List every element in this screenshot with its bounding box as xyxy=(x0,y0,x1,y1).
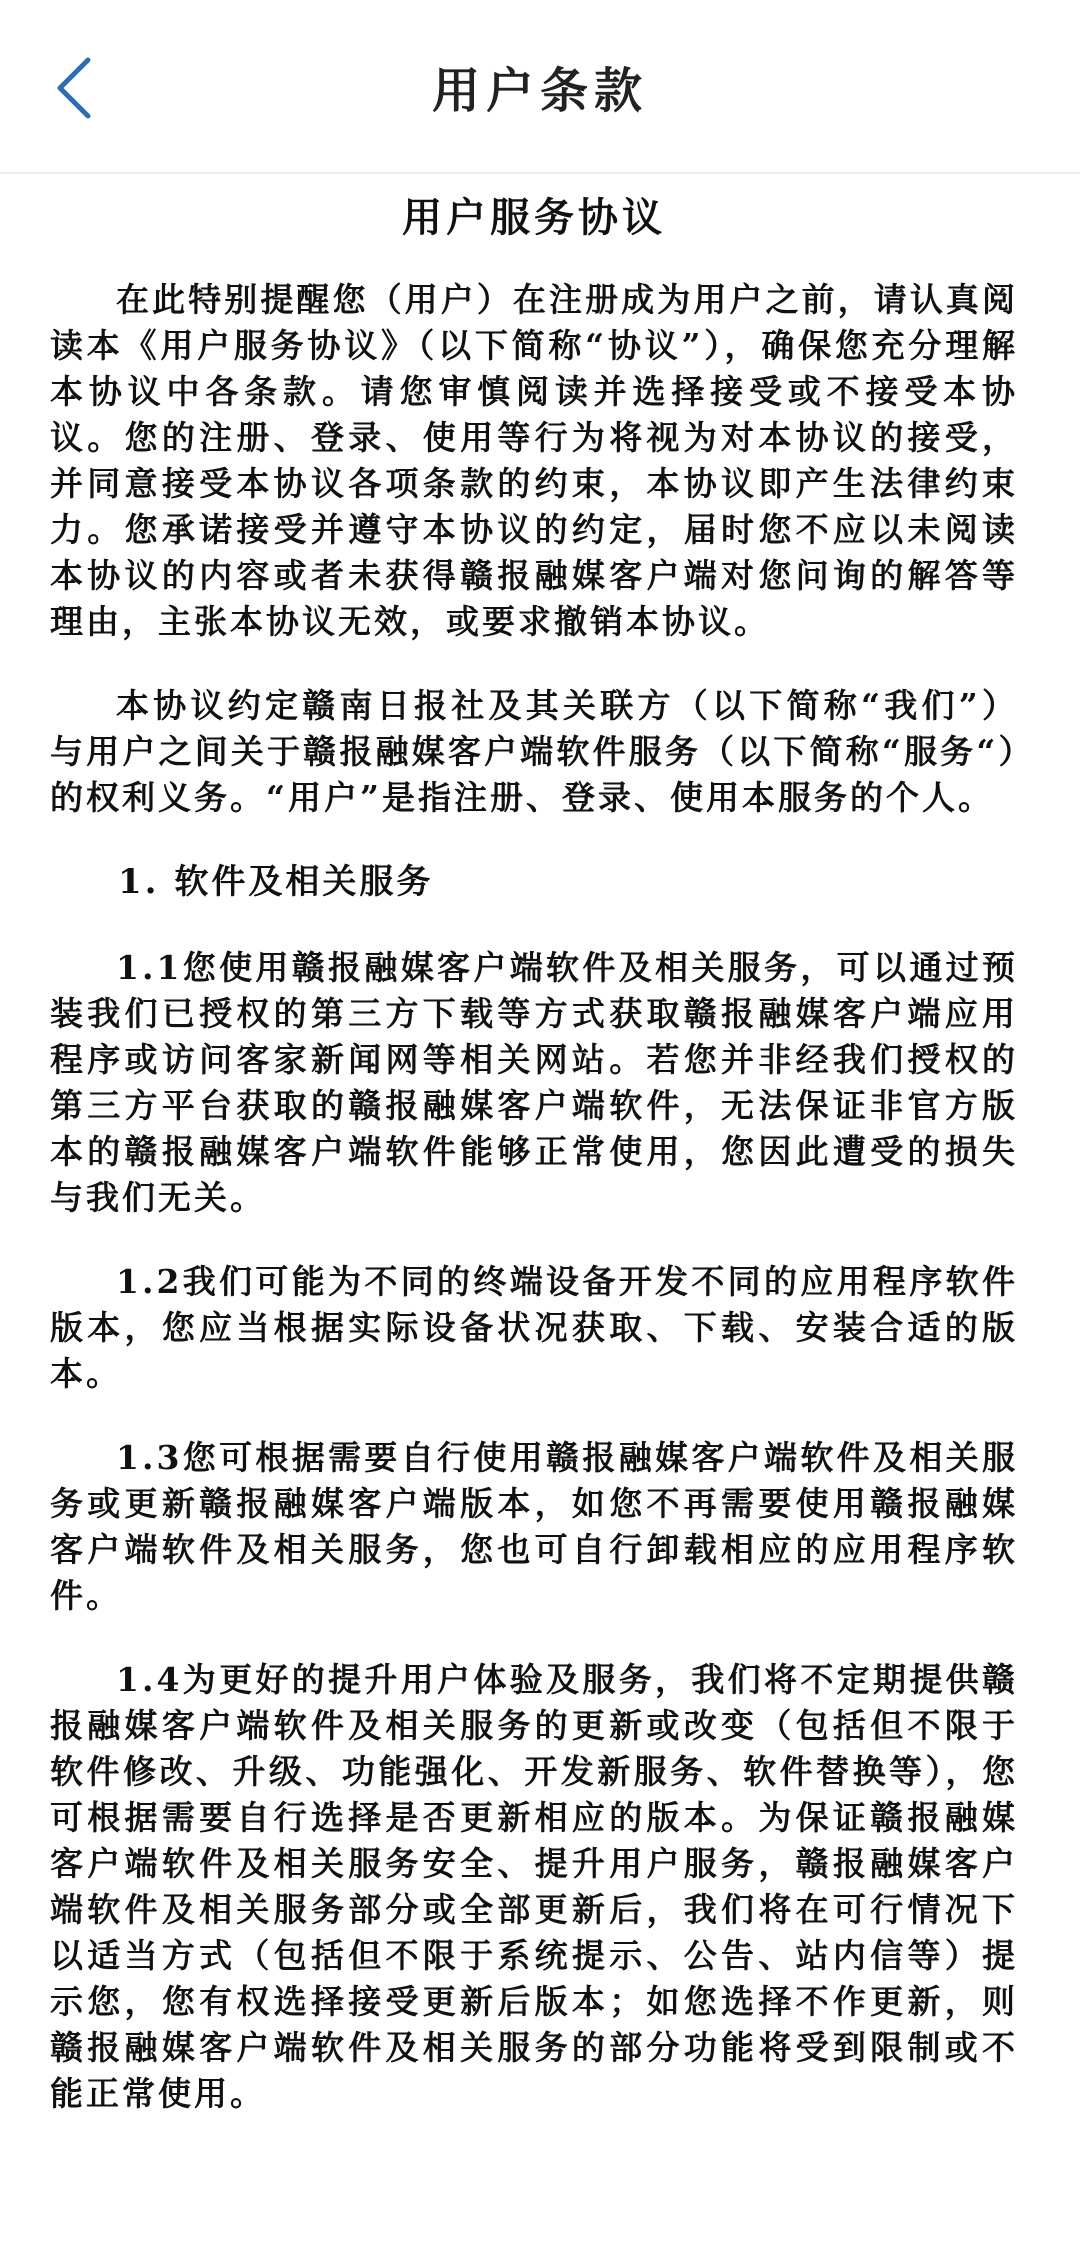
section-heading-software-services: 1. 软件及相关服务 xyxy=(118,862,434,902)
clause-1-2: 1.2我们可能为不同的终端设备开发不同的应用程序软件版本，您应当根据实际设备状况获取、下载、安装合适的版本。 xyxy=(50,1262,1018,1393)
page-title: 用户条款 xyxy=(431,63,648,119)
clause-1-4: 1.4为更好的提升用户体验及服务，我们将不定期提供赣报融媒客户端软件及相关服务的更新或改变（包括但不限于软件修改、升级、功能强化、开发新服务、软件替换等），您可根据需要自行选择是否更新相应的版本。为保证赣报融媒客户端软件及相关服务安全、提升用户服务，赣报融媒客户端软件及相关服务部分或全部更新后，我们将在可行情况下以适当方式（包括但不限于系统提示、公告、站内信等）提示您，您有权选择接受更新后版本；如您选择不作更新，则赣报融媒客户端软件及相关服务的部分功能将受到限制或不能正常使用。 xyxy=(50,1660,1018,2113)
clause-1-3: 1.3您可根据需要自行使用赣报融媒客户端软件及相关服务或更新赣报融媒客户端版本，如您不再需要使用赣报融媒客户端软件及相关服务，您也可自行卸载相应的应用程序软件。 xyxy=(50,1438,1018,1615)
intro-paragraph-reminder: 在此特别提醒您（用户）在注册成为用户之前，请认真阅读本《用户服务协议》（以下简称“协议”），确保您充分理解本协议中各条款。请您审慎阅读并选择接受或不接受本协议。您的注册、登录、使用等行为将视为对本协议的接受，并同意接受本协议各项条款的约束，本协议即产生法律约束力。您承诺接受并遵守本协议的约定，届时您不应以未阅读本协议的内容或者未获得赣报融媒客户端对您问询的解答等理由，主张本协议无效，或要求撤销本协议。 xyxy=(50,280,1018,641)
intro-paragraph-definition: 本协议约定赣南日报社及其关联方（以下简称“我们”）与用户之间关于赣报融媒客户端软件服务（以下简称“服务“）的权利义务。“用户”是指注册、登录、使用本服务的个人。 xyxy=(50,686,1018,817)
top-nav-bar xyxy=(0,0,1080,174)
document-title: 用户服务协议 xyxy=(402,194,666,241)
agreement-content xyxy=(50,180,1018,2155)
clause-1-1: 1.1您使用赣报融媒客户端软件及相关服务，可以通过预装我们已授权的第三方下载等方式获取赣报融媒客户端应用程序或访问客家新闻网等相关网站。若您并非经我们授权的第三方平台获取的赣报融媒客户端软件，无法保证非官方版本的赣报融媒客户端软件能够正常使用，您因此遭受的损失与我们无关。 xyxy=(50,948,1018,1217)
